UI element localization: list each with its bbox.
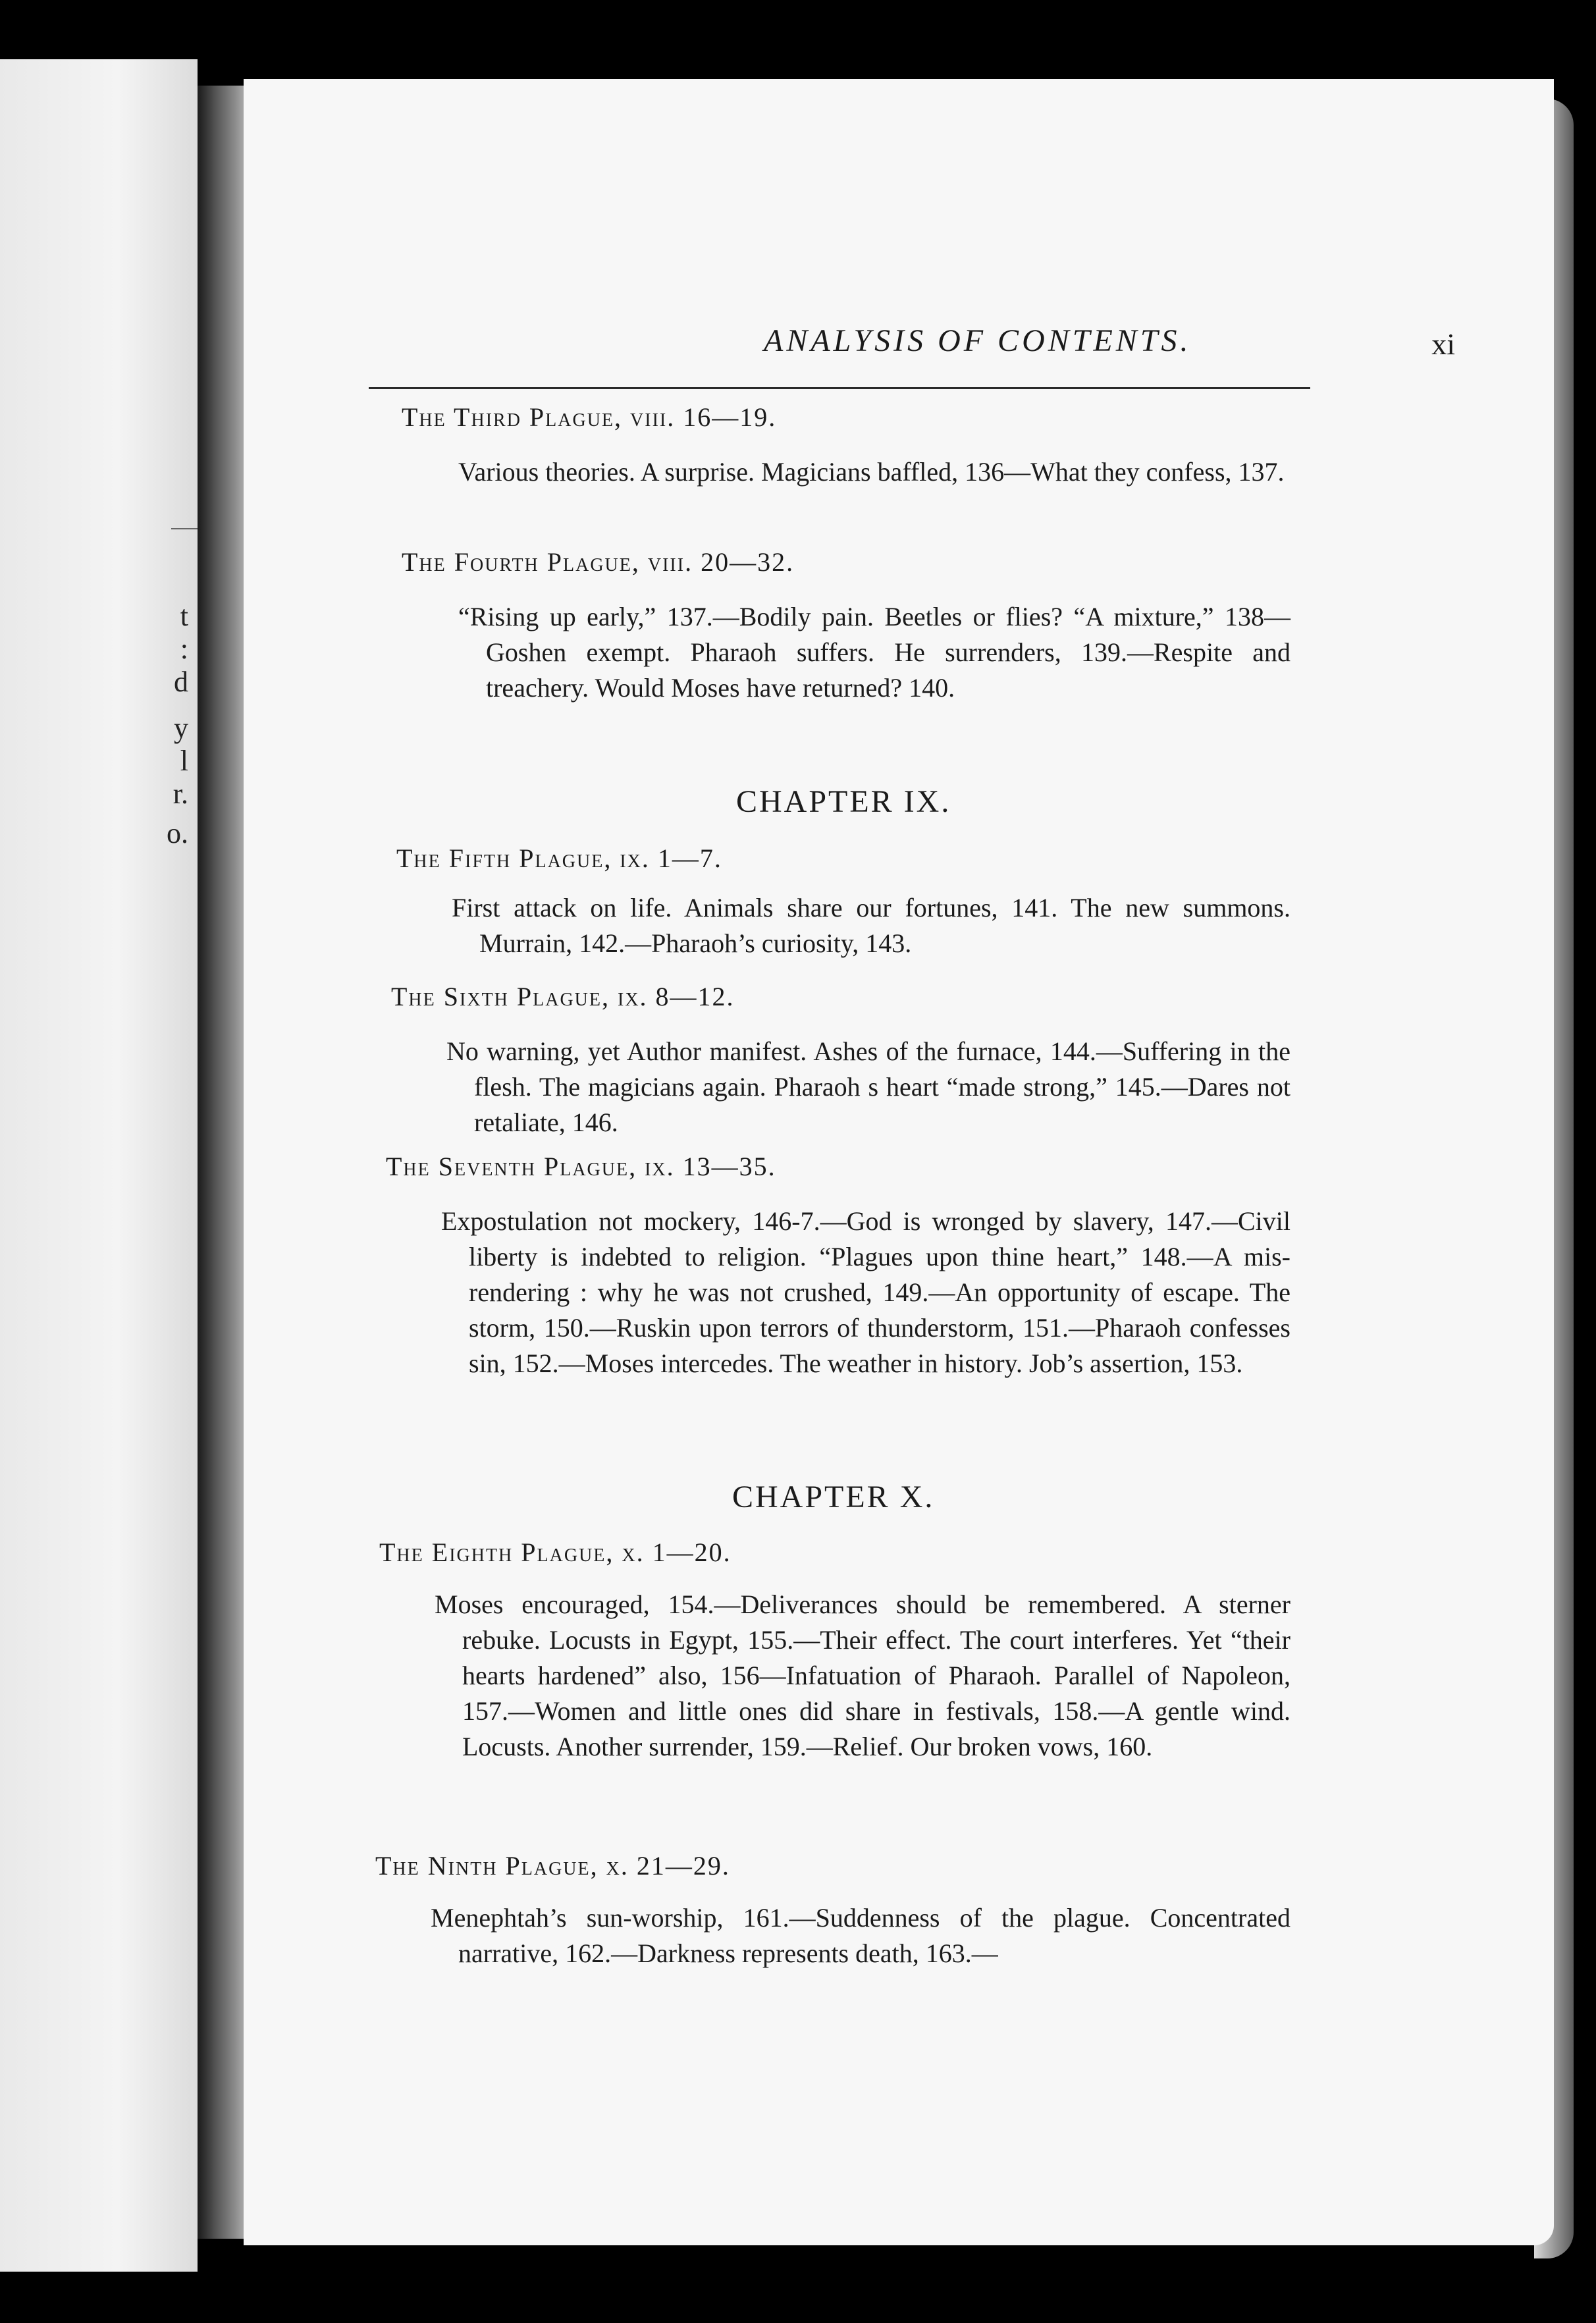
prev-page-rule — [171, 528, 198, 529]
section-text: Menephtah’s sun-worship, 161.—Suddenness of the plague. Concentrated narrative, 162.—Darkness represents death, 163.— — [431, 1903, 1290, 1968]
contents-body — [244, 79, 1554, 2245]
book-page — [244, 79, 1554, 2245]
section-title: The Seventh Plague, ix. 13—35. — [386, 1152, 776, 1181]
prev-page-fragment: y — [174, 712, 188, 744]
prev-page-fragment: l — [180, 745, 188, 777]
prev-page-fragment: o. — [167, 817, 188, 849]
section-text: Moses encouraged, 154.—Deliverances should be remembered. A sterner rebuke. Locusts in Egypt, 155.—Their effect. The court interferes. Yet “their hearts hardened” also, 156—Infatuation of Pharaoh. Parallel of Napoleon, 157.—Women and little ones did share in festivals, 158.—A gentle wind. Locusts. Another surrender, 159.—Relief. Our broken vows, 160. — [435, 1589, 1290, 1761]
prev-page-fragment: d — [174, 666, 188, 698]
prev-page-fragment: r. — [173, 778, 188, 810]
section-text: No warning, yet Author manifest. Ashes of the furnace, 144.—Suffering in the flesh. The magicians again. Pharaoh s heart “made strong,” 145.—Dares not retaliate, 146. — [446, 1036, 1290, 1137]
section-text: First attack on life. Animals share our fortunes, 141. The new summons. Murrain, 142.—Pharaoh’s curiosity, 143. — [452, 893, 1290, 958]
section-title: The Third Plague, viii. 16—19. — [402, 402, 777, 432]
section-text: Expostulation not mockery, 146-7.—God is wronged by slavery, 147.—Civil liberty is indebted to religion. “Plagues upon thine heart,” 148.—A mis-rendering : why he was not crushed, 149.—An opportunity of escape. The storm, 150.—Ruskin upon terrors of thunderstorm, 151.—Pharaoh confesses sin, 152.—Moses intercedes. The weather in history. Job’s assertion, 153. — [441, 1206, 1290, 1378]
section-text: “Rising up early,” 137.—Bodily pain. Beetles or flies? “A mixture,” 138—Goshen exempt. Pharaoh suffers. He surrenders, 139.—Respite and treachery. Would Moses have returned? 140. — [458, 602, 1290, 703]
section-title: The Sixth Plague, ix. 8—12. — [391, 982, 735, 1011]
page-number: xi — [1431, 327, 1455, 361]
prev-page-fragment: : — [180, 633, 188, 665]
section-title: The Fifth Plague, ix. 1—7. — [396, 843, 722, 873]
section-text: Various theories. A surprise. Magicians baffled, 136—What they confess, 137. — [458, 457, 1285, 487]
chapter-heading: CHAPTER X. — [732, 1480, 935, 1514]
running-head: ANALYSIS OF CONTENTS. — [764, 323, 1192, 358]
chapter-heading: CHAPTER IX. — [736, 784, 951, 819]
section-title: The Fourth Plague, viii. 20—32. — [402, 547, 795, 577]
section-title: The Eighth Plague, x. 1—20. — [379, 1537, 732, 1567]
prev-page-fragment: t — [180, 600, 188, 632]
previous-page-edge — [0, 59, 198, 2272]
section-title: The Ninth Plague, x. 21—29. — [375, 1851, 730, 1881]
book-spine-shadow — [198, 86, 250, 2239]
